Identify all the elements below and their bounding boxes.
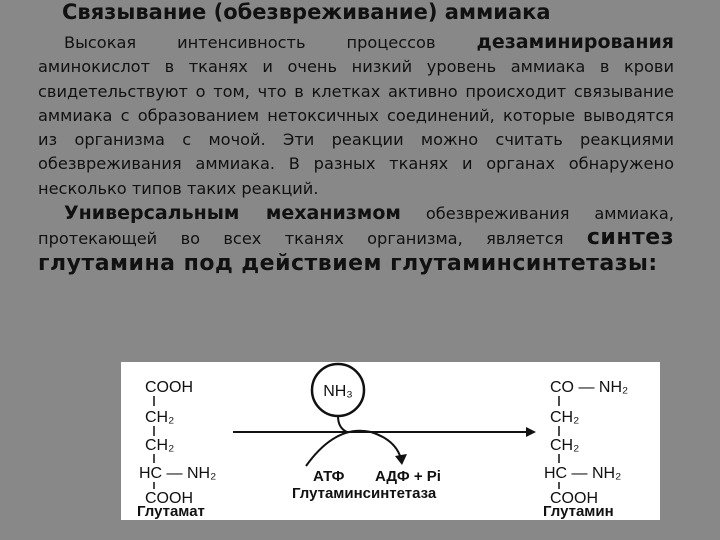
glutamate-line-1: COOH: [145, 379, 193, 396]
reaction-arrow: [233, 416, 536, 466]
paragraph-1: [38, 30, 674, 201]
para2-mid: обезвреживания аммиака, протекающей во всех тканях организма, является: [38, 204, 674, 249]
adp-label: АДФ + Pi: [375, 468, 441, 485]
glutamine-line-2: CH₂: [550, 409, 580, 426]
glutamate-line-5: COOH: [145, 490, 193, 507]
glutamate-name: Глутамат: [137, 503, 205, 520]
atp-label: АТФ: [313, 468, 345, 485]
glutamine-line-5: COOH: [550, 490, 598, 507]
para1-rest: аминокислот в тканях и очень низкий уровень аммиака в крови свидетельствуют о том, что в клетках активно происходит связывание аммиака с образованием нетоксичных соединений, которые выводятся из организма с мочой. Эти реакции можно считать реакциями обезвреживания аммиака. В разных тканях и органах обнаружено несколько типов таких реакций.: [38, 57, 674, 198]
glutamate-structure: [137, 379, 216, 520]
para2-big-tail: синтез глутамина под действием глутаминсинтетазы:: [38, 225, 674, 276]
glutamate-line-2: CH₂: [145, 409, 175, 426]
enzyme-label: Глутаминсинтетаза: [292, 485, 437, 502]
para2-bold-lead: Универсальным механизмом: [64, 202, 401, 225]
nh3-reagent: [312, 364, 364, 416]
para1-start: Высокая интенсивность процессов: [64, 33, 436, 52]
glutamate-line-4: HC — NH₂: [139, 465, 217, 482]
slide-body: [38, 30, 674, 277]
glutamine-line-4: HC — NH₂: [544, 465, 622, 482]
para1-bold-word: дезаминирования: [476, 31, 674, 53]
paragraph-2: [38, 201, 674, 277]
glutamate-line-3: CH₂: [145, 437, 175, 454]
glutamine-name: Глутамин: [543, 503, 614, 520]
reaction-diagram: [121, 362, 660, 520]
glutamine-line-1: CO — NH₂: [550, 379, 629, 396]
reaction-figure: [121, 362, 660, 520]
slide-title: Связывание (обезвреживание) аммиака: [62, 0, 551, 24]
glutamine-structure: [543, 379, 628, 520]
nh3-label: NH₃: [323, 383, 353, 400]
glutamine-line-3: CH₂: [550, 437, 580, 454]
